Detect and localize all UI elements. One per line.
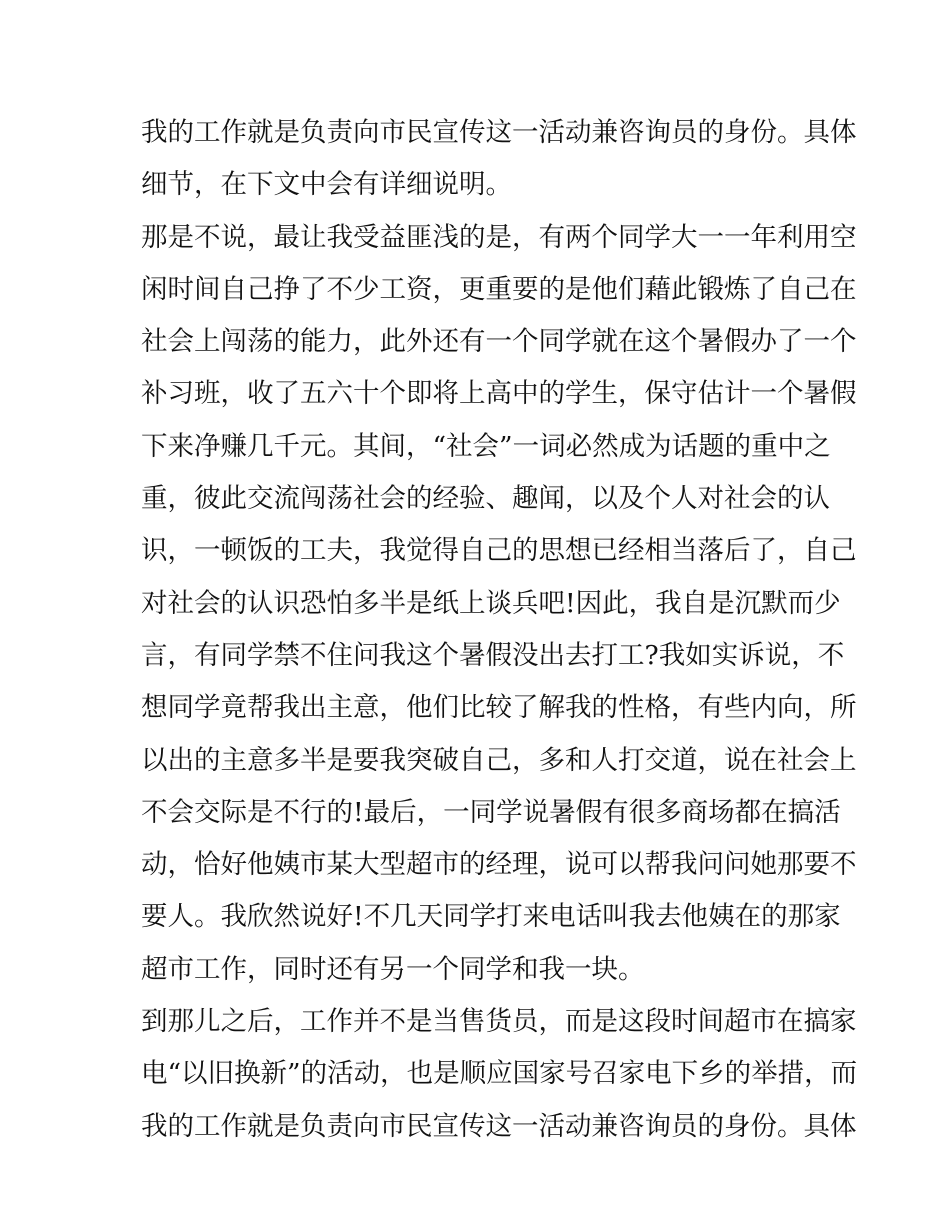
text-line-3: 那是不说，最让我受益匪浅的是，有两个同学大一一年利用空 <box>141 221 857 253</box>
text-line-4: 闲时间自己挣了不少工资，更重要的是他们藉此锻炼了自己在 <box>141 273 857 305</box>
text-line-10: 对社会的认识恐怕多半是纸上谈兵吧!因此，我自是沉默而少 <box>141 587 841 619</box>
text-line-9: 识，一顿饭的工夫，我觉得自己的思想已经相当落后了，自己 <box>141 535 857 567</box>
text-line-19: 电“以旧换新”的活动，也是顺应国家号召家电下乡的举措，而 <box>141 1058 858 1090</box>
text-line-12: 想同学竟帮我出主意，他们比较了解我的性格，有些内向，所 <box>141 692 857 724</box>
text-line-17: 超市工作，同时还有另一个同学和我一块。 <box>141 953 645 985</box>
text-line-6: 补习班，收了五六十个即将上高中的学生，保守估计一个暑假 <box>141 378 857 410</box>
text-line-7: 下来净赚几千元。其间，“社会”一词必然成为话题的重中之 <box>141 430 831 462</box>
text-line-8: 重，彼此交流闯荡社会的经验、趣闻，以及个人对社会的认 <box>141 483 830 515</box>
text-line-20: 我的工作就是负责向市民宣传这一活动兼咨询员的身份。具体 <box>141 1110 857 1142</box>
text-line-15: 动，恰好他姨市某大型超市的经理，说可以帮我问问她那要不 <box>141 849 857 881</box>
text-line-2: 细节，在下文中会有详细说明。 <box>141 169 512 201</box>
text-line-16: 要人。我欣然说好!不几天同学打来电话叫我去他姨在的那家 <box>141 901 841 933</box>
text-line-1: 我的工作就是负责向市民宣传这一活动兼咨询员的身份。具体 <box>141 117 857 148</box>
text-line-13: 以出的主意多半是要我突破自己，多和人打交道，说在社会上 <box>141 744 857 776</box>
text-line-11: 言，有同学禁不住问我这个暑假没出去打工?我如实诉说，不 <box>141 639 845 671</box>
text-line-14: 不会交际是不行的!最后，一同学说暑假有很多商场都在搞活 <box>141 796 841 828</box>
body-text <box>141 107 858 1153</box>
text-line-5: 社会上闯荡的能力，此外还有一个同学就在这个暑假办了一个 <box>141 326 857 358</box>
text-line-18: 到那儿之后，工作并不是当售货员，而是这段时间超市在搞家 <box>141 1006 857 1038</box>
